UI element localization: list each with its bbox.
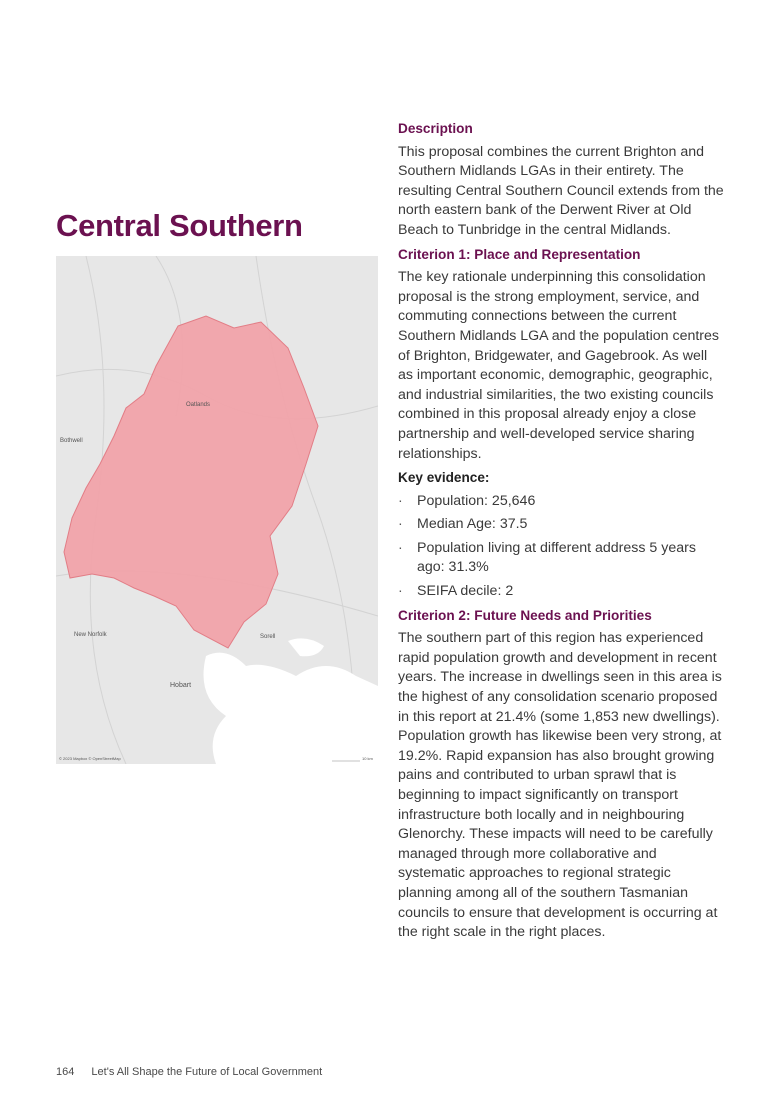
key-evidence-heading: Key evidence: [398,470,490,486]
map-attribution: © 2023 Mapbox © OpenStreetMap [59,756,121,761]
criterion1-heading: Criterion 1: Place and Representation [398,246,641,262]
map-label-sorell: Sorell [260,634,276,640]
map-label-new-norfolk: New Norfolk [74,632,107,638]
page-title: Central Southern [56,208,303,243]
map-scale: 10 km [362,756,373,761]
page-footer [56,1066,322,1078]
map-label-hobart: Hobart [170,682,192,689]
page-number: 164 [56,1066,75,1078]
key-evidence-list [398,492,726,602]
map-label-bothwell: Bothwell [60,438,83,444]
criterion2-text: The southern part of this region has experienced rapid population growth and development in recent years. The increase in dwellings seen in this area is the highest of any consolidation scenario proposed in this report at 21.4% (some 1,853 new dwellings). Population growth has likewise been very strong, at 19.2%. Rapid expansion has also brought growing pains and contributed to urban sprawl that is beginning to impact significantly on transport infrastructure both locally and in neighbouring Glenorchy. These impacts will need to be carefully managed through more collaborative and systematic approaches to regional strategic planning among all of the southern Tasmanian councils to ensure that development is occurring at the right scale in the right places. [398,630,722,941]
map-label-oatlands: Oatlands [186,402,211,408]
list-item: · Population living at different address 5 years ago: 31.3% [398,539,726,578]
description-heading: Description [398,121,473,136]
list-item: · Median Age: 37.5 [398,515,726,535]
region-map-graphic [56,256,378,764]
list-item: · Population: 25,646 [398,492,726,512]
criterion2-heading: Criterion 2: Future Needs and Priorities [398,607,652,623]
region-map [56,256,378,764]
criterion1-text: The key rationale underpinning this consolidation proposal is the strong employment, service, and commuting connections between the current Southern Midlands LGA and the population centres of Brighton, Bridgewater, and Gagebrook. As well as important economic, demographic, geographic, and industrial similarities, the two existing councils combined in this proposal already enjoy a close partnership and well-developed service sharing relationships. [398,269,720,462]
list-item: · SEIFA decile: 2 [398,582,726,602]
footer-text: Let's All Shape the Future of Local Government [91,1066,323,1078]
description-text: This proposal combines the current Brighton and Southern Midlands LGAs in their entirety. The resulting Central Southern Council extends from the north eastern bank of the Derwent River at Old Beach to Tunbridge in the central Midlands. [398,143,724,238]
text-column [398,119,726,947]
